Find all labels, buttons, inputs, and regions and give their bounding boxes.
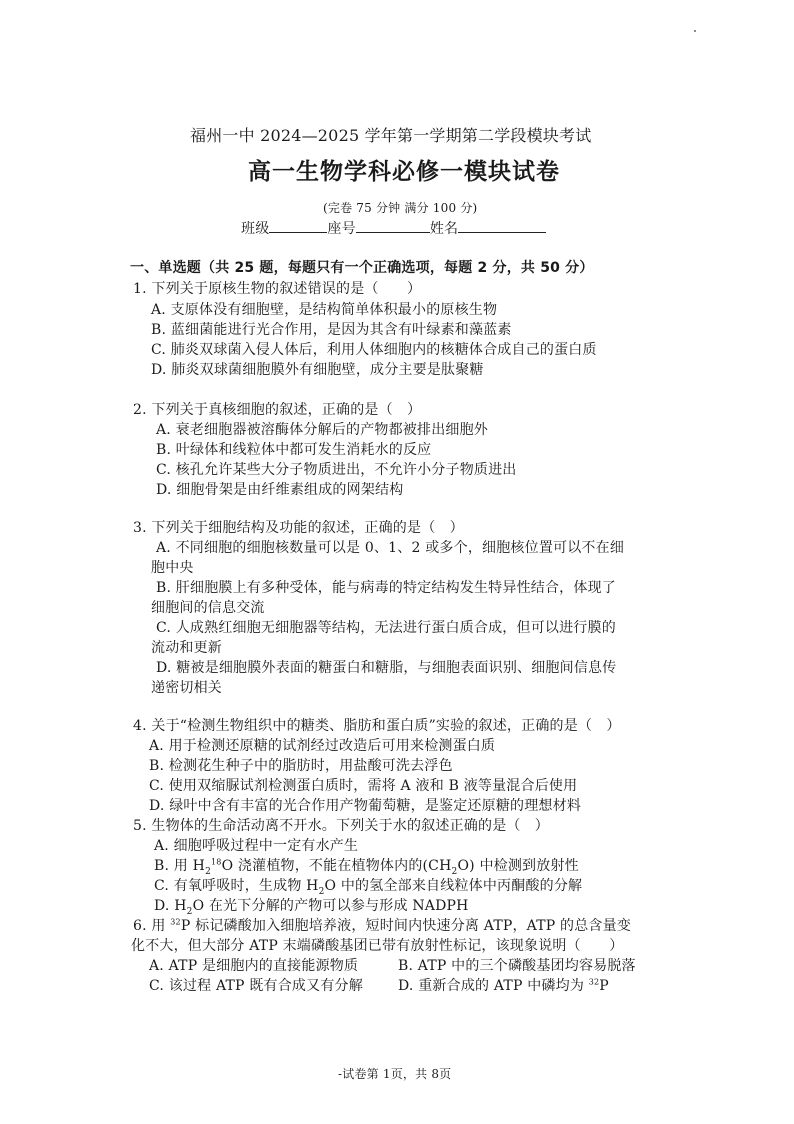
question-3-option-b: B. 肝细胞膜上有多种受体，能与病毒的特定结构发生特异性结合，体现了	[156, 580, 616, 596]
question-6-option-d: D. 重新合成的 ATP 中磷均为 $^{32}$P	[398, 977, 609, 994]
name-label: 姓名	[429, 221, 459, 237]
question-1-option-b: B. 蓝细菌能进行光合作用，是因为其含有叶绿素和藻蓝素	[151, 322, 512, 338]
question-4-option-b: B. 检测花生种子中的脂肪时，用盐酸可洗去浮色	[149, 758, 453, 774]
question-3-option-d: D. 糖被是细胞膜外表面的糖蛋白和糖脂，与细胞表面识别、细胞间信息传	[156, 660, 617, 676]
student-info-row	[241, 218, 546, 238]
class-blank	[269, 218, 327, 233]
question-1-option-a: A. 支原体没有细胞壁，是结构简单体积最小的原核生物	[151, 302, 498, 318]
question-1-stem: 1. 下列关于原核生物的叙述错误的是（ ）	[133, 281, 422, 297]
question-3-option-a-cont: 胞中央	[151, 560, 194, 576]
question-2-option-d: D. 细胞骨架是由纤维素组成的网架结构	[156, 482, 404, 498]
question-6-stem: 6. 用 $^{32}$P 标记磷酸加入细胞培养液，短时间内快速分离 ATP，ATP 的总含量变	[133, 917, 632, 934]
class-label: 班级	[241, 221, 270, 237]
question-3-option-b-cont: 细胞间的信息交流	[151, 600, 265, 616]
question-2-stem: 2. 下列关于真核细胞的叙述，正确的是（ ）	[133, 402, 422, 418]
question-3-option-d-cont: 递密切相关	[151, 680, 222, 696]
question-5-stem: 5. 生物体的生命活动离不开水。下列关于水的叙述正确的是（ ）	[133, 818, 550, 834]
question-6-option-c: C. 该过程 ATP 既有合成又有分解	[149, 978, 363, 994]
question-3-option-c: C. 人成熟红细胞无细胞器等结构，无法进行蛋白质合成，但可以进行膜的	[156, 620, 616, 636]
question-5-option-c: C. 有氧呼吸时，生成物 $H_2O$ 中的氢全部来自线粒体中丙酮酸的分解	[154, 878, 583, 897]
question-6-option-b: B. ATP 中的三个磷酸基团均容易脱落	[398, 958, 636, 974]
question-1-option-d: D. 肺炎双球菌细胞膜外有细胞壁，成分主要是肽聚糖	[151, 362, 484, 378]
question-1-option-c: C. 肺炎双球菌入侵人体后，利用人体细胞内的核糖体合成自己的蛋白质	[151, 342, 597, 358]
question-2-option-a: A. 衰老细胞器被溶酶体分解后的产物都被排出细胞外	[156, 422, 489, 438]
seat-blank	[356, 218, 430, 233]
question-3-option-a: A. 不同细胞的细胞核数量可以是 0、1、2 或多个，细胞核位置可以不在细	[156, 540, 625, 556]
question-5-option-a: A. 细胞呼吸过程中一定有水产生	[154, 838, 359, 854]
page-title: 高一生物学科必修一模块试卷	[248, 159, 560, 185]
page-number-footer: -试卷第 1页，共 8页	[338, 1067, 452, 1081]
question-4-option-d: D. 绿叶中含有丰富的光合作用产物葡萄糖，是鉴定还原糖的理想材料	[149, 798, 582, 814]
scan-speck	[694, 30, 696, 32]
question-4-option-a: A. 用于检测还原糖的试剂经过改造后可用来检测蛋白质	[149, 738, 496, 754]
seat-label: 座号	[327, 221, 356, 237]
question-2-option-c: C. 核孔允许某些大分子物质进出，不允许小分子物质进出	[156, 462, 517, 478]
section-heading: 一、单选题（共 25 题，每题只有一个正确选项，每题 2 分，共 50 分）	[130, 260, 594, 276]
question-4-stem: 4. 关于“检测生物组织中的糖类、脂肪和蛋白质”实验的叙述，正确的是（ ）	[133, 718, 621, 734]
question-5-option-d: D. $H_2O$ 在光下分解的产物可以参与形成 NADPH	[154, 898, 469, 917]
question-4-option-c: C. 使用双缩脲试剂检测蛋白质时，需将 A 液和 B 液等量混合后使用	[149, 778, 578, 794]
question-5-option-b: B. 用 $H_2^{18}O$ 浇灌植物，不能在植物体内的$(CH_2O)$ 中检测到放射性	[154, 857, 579, 877]
school-exam-line: 福州一中 2024—2025 学年第一学期第二学段模块考试	[190, 126, 592, 145]
question-3-option-c-cont: 流动和更新	[151, 640, 222, 656]
name-blank	[458, 218, 546, 233]
question-2-option-b: B. 叶绿体和线粒体中都可发生消耗水的反应	[156, 442, 432, 458]
question-6-stem-cont: 化不大，但大部分 ATP 末端磷酸基团已带有放射性标记，该现象说明（ ）	[131, 938, 624, 954]
exam-info: (完卷 75 分钟 满分 100 分)	[323, 201, 478, 215]
question-3-stem: 3. 下列关于细胞结构及功能的叙述，正确的是（ ）	[133, 520, 464, 536]
question-6-option-a: A. ATP 是细胞内的直接能源物质	[149, 958, 359, 974]
